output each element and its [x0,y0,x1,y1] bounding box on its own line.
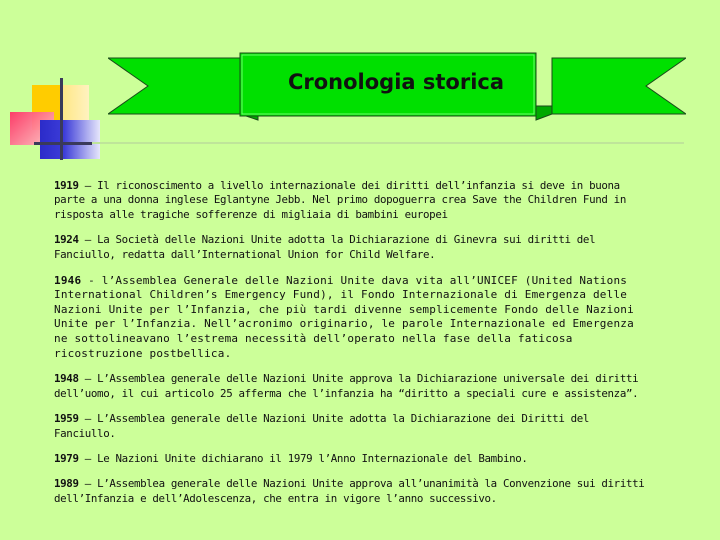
entry-text: La Società delle Nazioni Unite adotta la Dichiarazione di Ginevra sui diritti del Fanciullo, redatta dall’International Union for Child Welfare. [54,233,596,261]
entry-year: 1959 [54,411,79,425]
title-banner [108,50,686,125]
entry-separator: - [81,273,102,287]
entry-year: 1946 [54,273,82,287]
entry-text: L’Assemblea generale delle Nazioni Unite adotta la Dichiarazione dei Diritti del Fanciullo. [54,411,590,440]
entry-separator: – [78,371,98,385]
page-title: Cronologia storica [287,70,505,94]
entry-text: L’Assemblea generale delle Nazioni Unite approva all’unanimità la Convenzione sui diritti dell’Infanzia e dell’Adolescenza, che entra in vigore l’anno successivo. [54,477,645,505]
entry-text: l’Assemblea Generale delle Nazioni Unite dava vita all’UNICEF (United Nations International Children’s Emergency Fund), il Fondo Internazionale di Emergenza delle Nazioni Unite per l’Infanzia, che più tardi divenne semplicemente Fondo delle Nazioni Unite per l’Infanzia. Nell’acronimo originario, le parole Internazionale ed Emergenza ne sottolineavano l’estrema necessità dell’operato nella fase della faticosa ricostruzione postbellica. [54,273,634,360]
entry-separator: – [78,233,98,247]
entry-separator: – [78,477,98,491]
timeline-entry [54,412,654,441]
timeline-entry [54,274,654,362]
decor-blue-square [40,120,100,159]
entry-separator: – [78,411,98,425]
timeline [54,168,654,516]
entry-separator: – [78,451,98,465]
entry-year: 1979 [54,451,79,465]
entry-year: 1989 [54,477,79,491]
timeline-entry [54,372,654,401]
entry-text: Il riconoscimento a livello internazionale dei diritti dell’infanzia si deve in buona parte a una donna inglese Eglantyne Jebb. Nel primo dopoguerra crea Save the Children Fund in risposta alle tragiche sofferenze di migliaia di bambini europei [54,178,626,221]
entry-year: 1948 [54,371,79,385]
timeline-entry [54,233,654,262]
entry-year: 1924 [54,233,79,247]
entry-year: 1919 [54,178,79,192]
entry-text: L’Assemblea generale delle Nazioni Unite approva la Dichiarazione universale dei diritti dell’uomo, il cui articolo 25 afferma che l’infanzia ha “diritto a speciali cure e assistenza”. [54,371,639,400]
entry-text: Le Nazioni Unite dichiarano il 1979 l’Anno Internazionale del Bambino. [97,451,528,465]
timeline-entry [54,477,654,506]
timeline-entry [54,179,654,223]
divider-line [34,142,684,144]
entry-separator: – [78,178,98,192]
decor-vertical-line [60,78,63,160]
timeline-entry [54,452,654,467]
divider-line-accent [34,142,92,145]
